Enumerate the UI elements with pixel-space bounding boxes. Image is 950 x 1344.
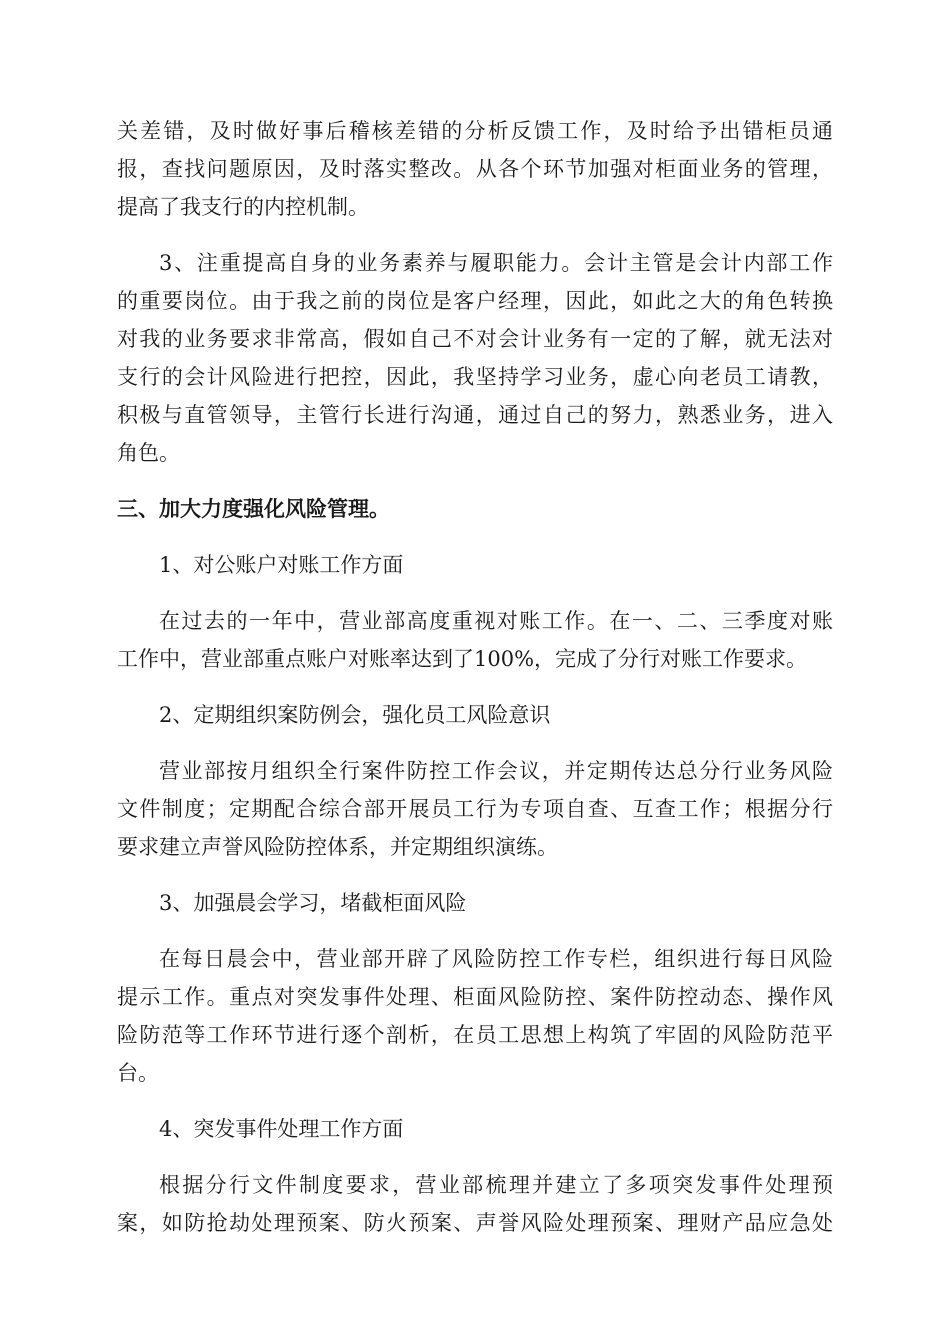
text-line: 的重要岗位。由于我之前的岗位是客户经理，因此，如此之大的角色转换 (117, 289, 833, 313)
text-line: 险防范等工作环节进行逐个剖析，在员工思想上构筑了牢固的风险防范平 (117, 1023, 833, 1047)
subsection-title: 3、加强晨会学习，堵截柜面风险 (159, 891, 467, 915)
subsection-title: 1、对公账户对账工作方面 (159, 553, 404, 577)
subsection-title: 2、定期组织案防例会，强化员工风险意识 (159, 703, 551, 727)
text-line: 提示工作。重点对突发事件处理、柜面风险防控、案件防控动态、操作风 (117, 985, 833, 1009)
subsection-body (117, 940, 833, 1092)
paragraph-error-review (117, 112, 833, 226)
subsection-body (117, 1166, 833, 1242)
text-line: 关差错，及时做好事后稽核差错的分析反馈工作，及时给予出错柜员通 (117, 119, 833, 143)
subsection-title: 4、突发事件处理工作方面 (159, 1117, 404, 1141)
text-line: 台。 (117, 1061, 159, 1085)
text-line: 角色。 (117, 441, 180, 465)
text-line: 支行的会计风险进行把控，因此，我坚持学习业务，虚心向老员工请教， (117, 365, 833, 389)
text-line: 在过去的一年中，营业部高度重视对账工作。在一、二、三季度对账 (159, 609, 833, 633)
text-line: 对我的业务要求非常高，假如自己不对会计业务有一定的了解，就无法对 (117, 327, 833, 351)
document-body (117, 112, 833, 1242)
text-line: 3、注重提高自身的业务素养与履职能力。会计主管是会计内部工作 (159, 251, 833, 275)
text-line: 要求建立声誉风险防控体系，并定期组织演练。 (117, 835, 558, 859)
text-line: 提高了我支行的内控机制。 (117, 195, 369, 219)
paragraph-self-improvement (117, 244, 833, 472)
subsection-body (117, 752, 833, 866)
text-line: 在每日晨会中，营业部开辟了风险防控工作专栏，组织进行每日风险 (159, 947, 833, 971)
text-line: 报，查找问题原因，及时落实整改。从各个环节加强对柜面业务的管理， (117, 157, 833, 181)
text-line: 营业部按月组织全行案件防控工作会议，并定期传达总分行业务风险 (159, 759, 833, 783)
text-line: 案，如防抢劫处理预案、防火预案、声誉风险处理预案、理财产品应急处 (117, 1211, 833, 1235)
subsection-body (117, 602, 833, 678)
text-line: 积极与直管领导，主管行长进行沟通，通过自己的努力，熟悉业务，进入 (117, 403, 833, 427)
section-heading: 三、加大力度强化风险管理。 (117, 497, 390, 521)
text-line: 文件制度；定期配合综合部开展员工行为专项自查、互查工作；根据分行 (117, 797, 833, 821)
text-line: 工作中，营业部重点账户对账率达到了100%，完成了分行对账工作要求。 (117, 647, 808, 671)
text-line: 根据分行文件制度要求，营业部梳理并建立了多项突发事件处理预 (159, 1173, 833, 1197)
